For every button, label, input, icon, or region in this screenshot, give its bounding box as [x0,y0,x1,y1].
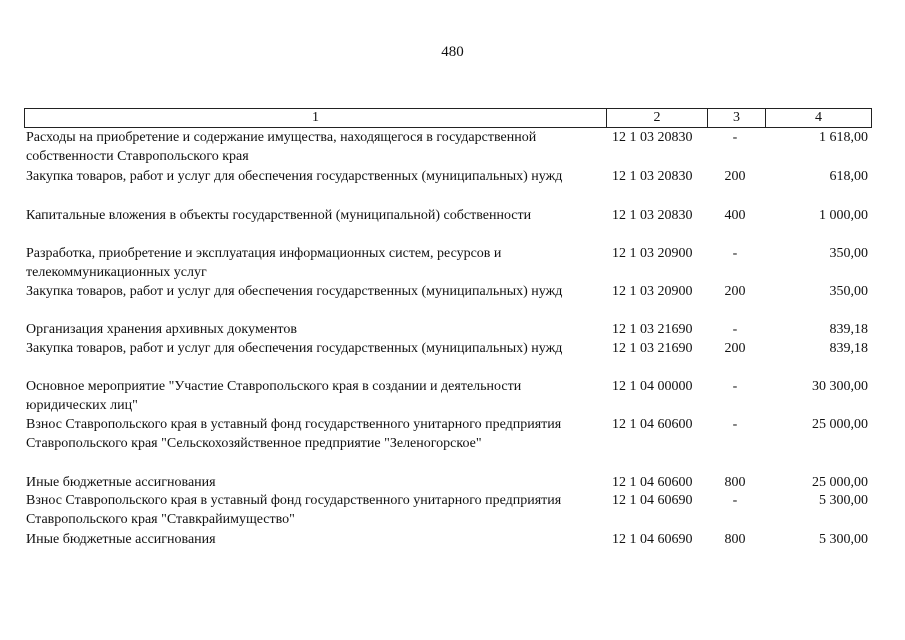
row-name: Взнос Ставропольского края в уставный фонд государственного унитарного предприятия Ставропольского края "Ставкрайимущество" [26,493,562,527]
row-code: 12 1 03 20900 [612,284,693,299]
header-col-1: 1 [25,109,607,127]
row-code: 12 1 04 60690 [612,493,693,508]
row-name: Закупка товаров, работ и услуг для обеспечения государственных (муниципальных) нужд [26,169,563,184]
row-name: Закупка товаров, работ и услуг для обеспечения государственных (муниципальных) нужд [26,341,563,356]
row-amount: 1 000,00 [819,208,868,223]
row-amount: 839,18 [829,322,868,337]
row-amount: 350,00 [829,246,868,261]
row-name: Организация хранения архивных документов [26,322,297,337]
row-type: 200 [724,169,746,184]
row-name: Иные бюджетные ассигнования [26,532,216,547]
row-code: 12 1 03 20900 [612,246,693,261]
row-amount: 25 000,00 [812,475,868,490]
row-type: 200 [724,341,746,356]
row-amount: 1 618,00 [819,130,868,145]
row-code: 12 1 04 60600 [612,475,693,490]
row-name: Основное мероприятие "Участие Ставропольского края в создании и деятельности юридических лиц" [26,379,522,413]
row-type: 800 [724,532,746,547]
row-type: 800 [724,475,746,490]
row-type: - [732,246,738,261]
row-type: - [732,322,738,337]
row-amount: 30 300,00 [812,379,868,394]
row-code: 12 1 03 20830 [612,130,693,145]
header-col-4: 4 [815,110,822,125]
row-name: Расходы на приобретение и содержание имущества, находящегося в государственной собственности Ставропольского края [26,130,537,164]
row-code: 12 1 03 20830 [612,208,693,223]
row-code: 12 1 03 20830 [612,169,693,184]
row-code: 12 1 04 00000 [612,379,693,394]
row-type: 200 [724,284,746,299]
row-amount: 5 300,00 [819,532,868,547]
row-amount: 350,00 [829,284,868,299]
row-code: 12 1 03 21690 [612,322,693,337]
header-col-3: 3 [708,109,766,127]
row-name: Иные бюджетные ассигнования [26,475,216,490]
row-type: - [732,379,738,394]
row-type: - [732,130,738,145]
header-col-2: 2 [607,109,708,127]
table-header [24,108,872,128]
row-code: 12 1 03 21690 [612,341,693,356]
page-number: 480 [441,44,464,60]
row-amount: 618,00 [829,169,868,184]
row-name: Капитальные вложения в объекты государственной (муниципальной) собственности [26,208,532,223]
row-code: 12 1 04 60600 [612,417,693,432]
row-type: 400 [724,208,746,223]
row-type: - [732,493,738,508]
row-amount: 839,18 [829,341,868,356]
row-amount: 5 300,00 [819,493,868,508]
row-amount: 25 000,00 [812,417,868,432]
row-type: - [732,417,738,432]
row-name: Взнос Ставропольского края в уставный фонд государственного унитарного предприятия Ставропольского края "Сельскохозяйственное предприятие "Зеленогорское" [26,417,562,451]
row-name: Закупка товаров, работ и услуг для обеспечения государственных (муниципальных) нужд [26,284,563,299]
row-code: 12 1 04 60690 [612,532,693,547]
row-name: Разработка, приобретение и эксплуатация информационных систем, ресурсов и телекоммуникационных услуг [26,246,502,280]
